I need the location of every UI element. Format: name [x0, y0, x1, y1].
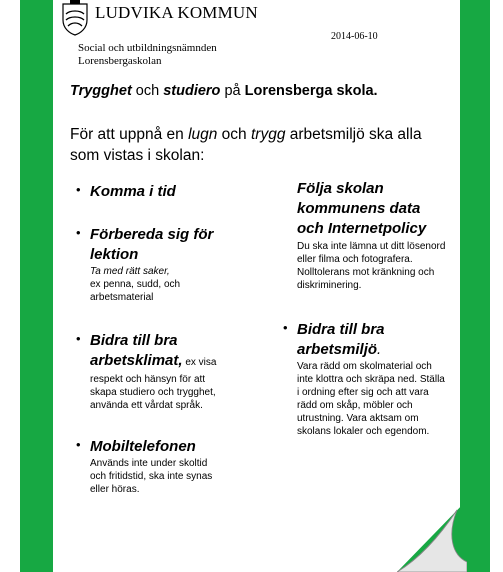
- title-and: och: [131, 83, 164, 99]
- title-studiero: studiero: [163, 83, 221, 99]
- intro-part: och: [217, 126, 251, 143]
- municipality-name: LUDVIKA KOMMUN: [95, 3, 258, 22]
- rule-description: Används inte under skoltid och fritidstid, ska inte synas eller höras.: [90, 458, 213, 495]
- rule-description: respekt och hänsyn för att skapa studiero och trygghet, använda ett vårdat språk.: [90, 374, 216, 411]
- document-date: 2014-06-10: [331, 31, 378, 42]
- page-curl: [397, 500, 467, 572]
- municipality-crest-logo: [60, 0, 90, 36]
- organization-block: [78, 42, 217, 68]
- rule-heading: Komma i tid: [90, 183, 176, 200]
- rule-data-policy: [297, 179, 447, 292]
- bullet: •: [283, 320, 288, 335]
- intro-lugn: lugn: [188, 126, 218, 143]
- title-school: Lorensberga skola.: [244, 83, 378, 99]
- rule-heading-text: Bidra till bra arbetsklimat,: [90, 332, 183, 369]
- rule-desc-inline: ex visa: [182, 357, 217, 368]
- rule-heading-text: Bidra till bra arbetsmiljö: [297, 321, 385, 358]
- rule-heading: Mobiltelefonen: [90, 438, 196, 455]
- bullet: •: [76, 437, 81, 452]
- rule-work-environment: [283, 320, 453, 438]
- rule-heading: Följa skolan kommunens data och Internetpolicy: [297, 180, 427, 237]
- rule-arrive-on-time: [76, 182, 266, 202]
- title-trygghet: Trygghet: [70, 83, 132, 99]
- rule-heading: [90, 331, 240, 373]
- bullet: •: [76, 182, 81, 197]
- org-school: Lorensbergaskolan: [78, 55, 162, 67]
- bullet: •: [76, 225, 81, 240]
- rule-desc-italic: Ta med rätt saker,: [90, 266, 170, 277]
- org-committee: Social och utbildningsnämnden: [78, 42, 217, 54]
- intro-trygg: trygg: [250, 126, 286, 143]
- intro-part: För att uppnå en: [70, 126, 189, 143]
- intro-text: [70, 124, 430, 166]
- document-title: [70, 83, 378, 99]
- rule-desc-rest: ex penna, sudd, och arbetsmaterial: [90, 279, 181, 303]
- rule-mobile-phone: [76, 437, 246, 496]
- rule-work-climate: [76, 331, 246, 412]
- rule-description: Vara rädd om skolmaterial och inte klottra och skräpa ned. Ställa i ordning efter sig och att vara rädd om skåp, möbler och utrustning. Vara aktsam om skolans lokaler och egendom.: [297, 361, 445, 437]
- bullet: •: [76, 331, 81, 346]
- rule-heading: [297, 320, 407, 360]
- intro-part: arbetsmiljö ska alla som vistas i skolan:: [70, 126, 422, 164]
- title-on: på: [220, 83, 245, 99]
- rule-heading: Förbereda sig för lektion: [90, 226, 214, 263]
- rule-description: [90, 265, 226, 304]
- rule-heading-period: .: [377, 341, 382, 358]
- rule-prepare-lesson: [76, 225, 226, 304]
- rule-description: Du ska inte lämna ut ditt lösenord eller filma och fotografera. Nolltolerans mot kränkning och diskriminering.: [297, 241, 446, 291]
